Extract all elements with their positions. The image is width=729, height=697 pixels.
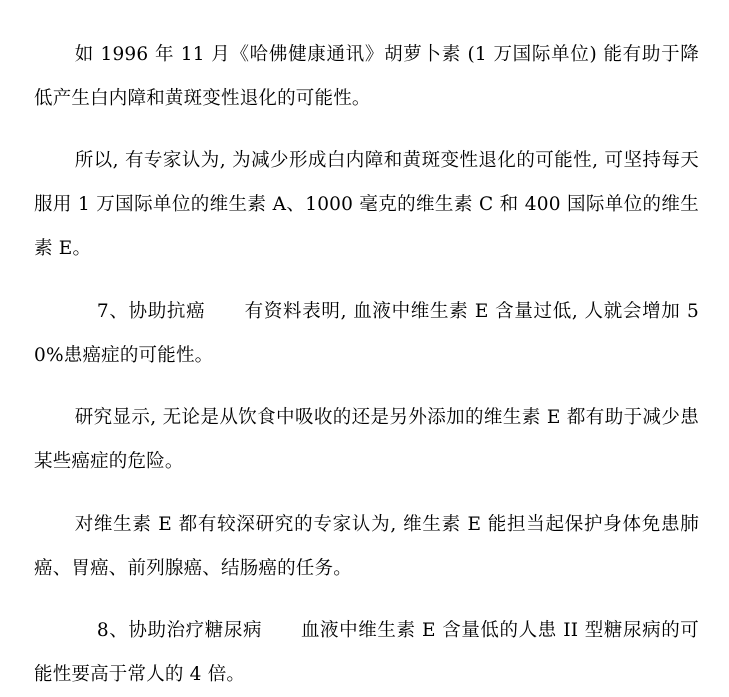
paragraph: 7、协助抗癌 有资料表明, 血液中维生素 E 含量过低, 人就会增加 50%患癌症的可能性。 (34, 300, 699, 366)
paragraph: 所以, 有专家认为, 为减少形成白内障和黄斑变性退化的可能性, 可坚持每天服用 1 万国际单位的维生素 A、1000 毫克的维生素 C 和 400 国际单位的维生素 E。 (34, 150, 699, 259)
paragraph: 如 1996 年 11 月《哈佛健康通讯》胡萝卜素 (1 万国际单位) 能有助于降低产生白内障和黄斑变性退化的可能性。 (34, 43, 699, 109)
paragraph: 研究显示, 无论是从饮食中吸收的还是另外添加的维生素 E 都有助于减少患某些癌症的危险。 (34, 407, 699, 472)
paragraph: 8、协助治疗糖尿病 血液中维生素 E 含量低的人患 II 型糖尿病的可能性要高于常人的 4 倍。 (34, 620, 699, 685)
paragraph: 对维生素 E 都有较深研究的专家认为, 维生素 E 能担当起保护身体免患肺癌、胃癌、前列腺癌、结肠癌的任务。 (34, 513, 699, 579)
